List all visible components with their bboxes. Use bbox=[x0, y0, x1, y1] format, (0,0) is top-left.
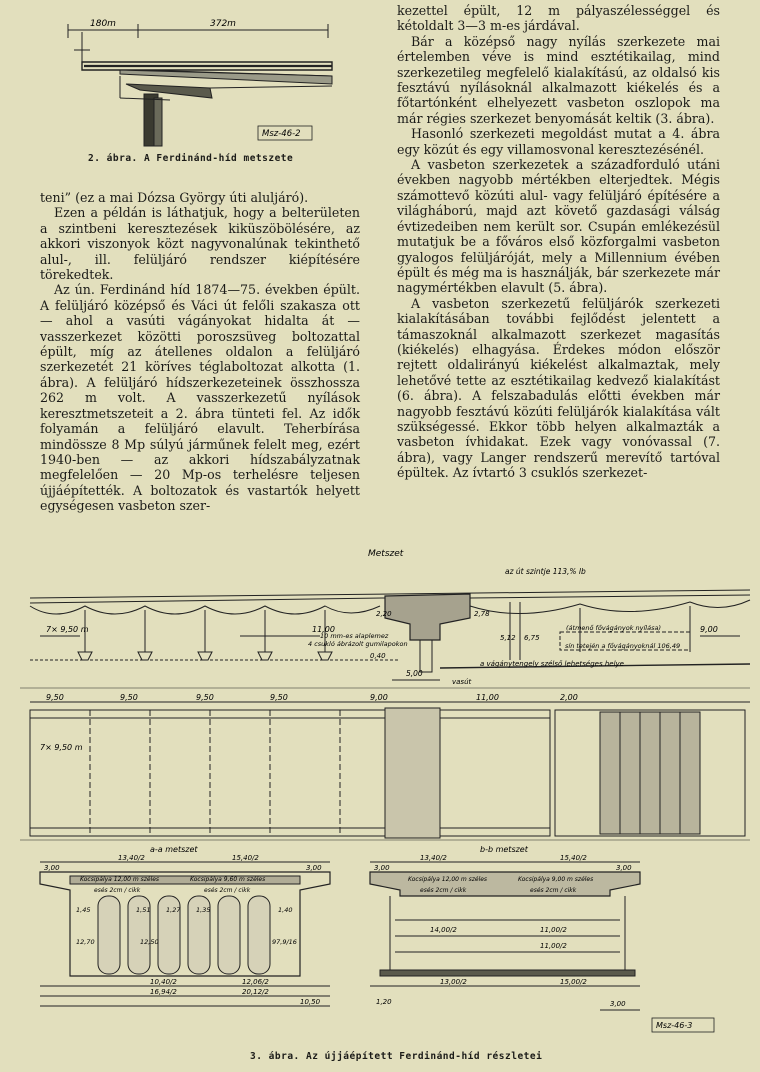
fig3-aa-1050: 10,50 bbox=[300, 998, 321, 1006]
fig3-span-spacing: 7× 9,50 m bbox=[46, 625, 89, 634]
fig3-bb-dim-left: 13,40/2 bbox=[420, 854, 447, 862]
figure-2-drawing bbox=[60, 10, 360, 150]
fig3-rail-label: vasút bbox=[452, 678, 472, 686]
fig3-aa-300-left: 3,00 bbox=[44, 864, 60, 872]
fig3-bb-1300: 13,00/2 bbox=[440, 978, 467, 986]
fig3-aa-title: a-a metszet bbox=[150, 845, 198, 854]
paragraph: teni” (ez a mai Dózsa György úti aluljáró). bbox=[40, 190, 309, 205]
fig3-bb-road-left: Kocsipálya 12,00 m széles bbox=[408, 876, 488, 883]
fig3-bb-fall-right: esés 2cm / cikk bbox=[530, 887, 577, 894]
fig3-ground-note: a vágánytengely szélső lehetséges helye bbox=[480, 660, 624, 668]
left-text-column bbox=[40, 190, 360, 514]
fig3-aa-1270: 12,70 bbox=[76, 938, 95, 946]
figure-2-caption: 2. ábra. A Ferdinánd-híd metszete bbox=[88, 153, 294, 164]
fig3-plan-950d: 9,50 bbox=[270, 693, 288, 702]
fig3-bb-road-right: Kocsipálya 9,00 m széles bbox=[518, 876, 594, 883]
fig3-plan-900: 9,00 bbox=[370, 693, 388, 702]
paragraph: A vasbeton szerkezetek a századforduló utáni években nagyobb mértékben elterjedtek. Mégis számottevő közúti alul- vagy felüljáró építésére a világháború, majd azt követő gazdasági válság évtizedeiben nem került sor. Csupán emlékezésül mutatjuk be a főváros első közforgalmi vasbeton gyalogos felüljáróját, mely a Millennium évében épült és még ma is használják, bár szerkezete már nagymértékben elavult (5. ábra). bbox=[397, 157, 720, 296]
fig3-span-900: 9,00 bbox=[700, 625, 718, 634]
fig3-plan-spacing: 7× 9,50 m bbox=[40, 743, 83, 752]
fig2-dim-left: 180m bbox=[90, 19, 116, 29]
fig3-plan-950b: 9,50 bbox=[120, 693, 138, 702]
fig3-elev-label: sín tetején a fővágányoknál 106,49 bbox=[565, 642, 681, 650]
right-text-column bbox=[397, 3, 720, 481]
fig3-aa-140: 1,40 bbox=[278, 906, 293, 914]
fig2-stamp: Msz-46-2 bbox=[262, 129, 301, 139]
fig3-bb-300b: 3,00 bbox=[610, 1000, 626, 1008]
fig3-aa-2012: 20,12/2 bbox=[242, 988, 269, 996]
paragraph: kezettel épült, 12 m pályaszélességgel és kétoldalt 3—3 m-es járdával. bbox=[397, 3, 720, 34]
fig3-bb-title: b-b metszet bbox=[480, 845, 528, 854]
fig3-aa-127: 1,27 bbox=[166, 906, 181, 914]
fig3-dim-220: 2,20 bbox=[376, 610, 392, 618]
fig3-bb-300-right: 3,00 bbox=[616, 864, 632, 872]
fig3-aa-road-right: Kocsipálya 9,60 m széles bbox=[190, 876, 266, 883]
fig3-aa-300-right: 3,00 bbox=[306, 864, 322, 872]
fig3-bb-120: 1,20 bbox=[376, 998, 392, 1006]
fig3-aa-151: 1,51 bbox=[136, 906, 151, 914]
fig3-aa-135: 1,35 bbox=[196, 906, 211, 914]
figure-3-drawing bbox=[0, 540, 760, 1048]
fig3-clearance-label: (átmenő fővágányok nyílása) bbox=[566, 624, 662, 632]
paragraph: Az ún. Ferdinánd híd 1874—75. években épült. A felüljáró középső és Váci út felőli szakasza ott — ahol a vasúti vágányokat hidalta át — vasszerkezet közötti poroszsüveg boltozattal épült, míg az átellenes oldalon a felüljáró szerkezetét 21 köríves téglaboltozat alkotta (1. ábra). A felüljáró hídszerkezeteinek összhossza 262 m volt. A vasszerkezetű nyílások keresztmetszeteit a 2. ábra tünteti fel. Az idők folyamán a felüljáró elavult. Teherbírása mindössze 8 Mp súlyú járműnek felelt meg, ezért 1940-ben — az akkori hídszabályzatnak megfelelően — 20 Mp-os terhelésre teljesen újjáépítették. A boltozatok és vastartók helyett egységesen vasbeton szer- bbox=[40, 282, 360, 514]
fig3-stamp: Msz-46-3 bbox=[656, 1021, 693, 1030]
fig3-dim-640: 0,40 bbox=[370, 652, 386, 660]
fig3-bb-1500: 15,00/2 bbox=[560, 978, 587, 986]
fig3-section-title: Metszet bbox=[368, 549, 404, 559]
fig2-dim-right: 372m bbox=[210, 19, 236, 29]
fig3-aa-1206: 12,06/2 bbox=[242, 978, 269, 986]
paragraph: A vasbeton szerkezetű felüljárók szerkezeti kialakításában további fejlődést jelentett a támaszoknál alkalmazott szerkezet magasítás (kiékelés) elhagyása. Érdekes módon először rejtett oldalirányú kiékelést alkalmaztak, mely lehetővé tette az esztétikailag kedvező kialakítást (6. ábra). A felszabadulás előtti években már nagyobb fesztávú közúti felüljárók kialakítása vált szükségessé. Ekkor több helyen alkalmazták a vasbeton ívhidakat. Ezek vagy vonóvassal (7. ábra), vagy Langer rendszerű merevítő tartóval épültek. Az ívtartó 3 csuklós szerkezet- bbox=[397, 295, 720, 481]
fig3-plan-1100: 11,00 bbox=[476, 693, 499, 702]
fig3-aa-dim-left: 13,40/2 bbox=[118, 854, 145, 862]
fig3-support-note-1: 10 mm-es alaplemez bbox=[320, 632, 389, 640]
fig3-aa-col-note: 97,9/16 bbox=[272, 938, 297, 946]
fig3-dim-675: 6,75 bbox=[524, 634, 540, 642]
fig3-support-note-2: 4 csukló ábrázolt gumilapokon bbox=[308, 640, 408, 648]
paragraph: Bár a középső nagy nyílás szerkezete mai értelemben véve is mind esztétikailag, mind szerkezetileg megfelelő kialakítású, az oldalsó kis fesztávú nyílásoknál alkalmazott kiékelés és a főtartónként elhelyezett vasbeton oszlopok ma már régies szerkezet benyomását keltik (3. ábra). bbox=[397, 33, 720, 126]
paragraph: Hasonló szerkezeti megoldást mutat a 4. ábra egy közút és egy villamosvonal keresztezésénél. bbox=[397, 126, 720, 157]
fig3-aa-1040: 10,40/2 bbox=[150, 978, 177, 986]
fig3-dim-512: 5,12 bbox=[500, 634, 516, 642]
fig3-aa-1250: 12,50 bbox=[140, 938, 159, 946]
fig3-plan-200: 2,00 bbox=[560, 693, 578, 702]
fig3-plan-950c: 9,50 bbox=[196, 693, 214, 702]
fig3-bb-fall-left: esés 2cm / cikk bbox=[420, 887, 467, 894]
fig3-aa-1694: 16,94/2 bbox=[150, 988, 177, 996]
fig3-bb-300-left: 3,00 bbox=[374, 864, 390, 872]
fig3-aa-road-left: Kocsipálya 12,00 m széles bbox=[80, 876, 160, 883]
figure-3-caption: 3. ábra. Az újjáépített Ferdinánd-híd részletei bbox=[250, 1051, 543, 1062]
fig3-dim-500: 5,00 bbox=[406, 669, 423, 678]
paragraph: Ezen a példán is láthatjuk, hogy a belterületen a szintbeni keresztezések kiküszöbölésére, az akkori viszonyok közt nagyvonalúnak tekinthető alul-, ill. felüljáró rendszer kiépítésére törekedtek. bbox=[40, 205, 360, 283]
fig3-bb-1400: 14,00/2 bbox=[430, 926, 457, 934]
fig3-aa-145: 1,45 bbox=[76, 906, 91, 914]
fig3-bb-dim-mid: 15,40/2 bbox=[560, 854, 587, 862]
fig3-aa-fall-right: esés 2cm / cikk bbox=[204, 887, 251, 894]
fig3-aa-dim-right: 15,40/2 bbox=[232, 854, 259, 862]
fig3-span-1100: 11,00 bbox=[312, 625, 335, 634]
fig3-dim-278: 2,78 bbox=[474, 610, 490, 618]
fig3-bb-1100: 11,00/2 bbox=[540, 926, 567, 934]
fig3-aa-fall-left: esés 2cm / cikk bbox=[94, 887, 141, 894]
fig3-slope-label: az út szintje 113,% lb bbox=[505, 567, 586, 576]
fig3-bb-1100b: 11,00/2 bbox=[540, 942, 567, 950]
fig3-plan-950a: 9,50 bbox=[46, 693, 64, 702]
